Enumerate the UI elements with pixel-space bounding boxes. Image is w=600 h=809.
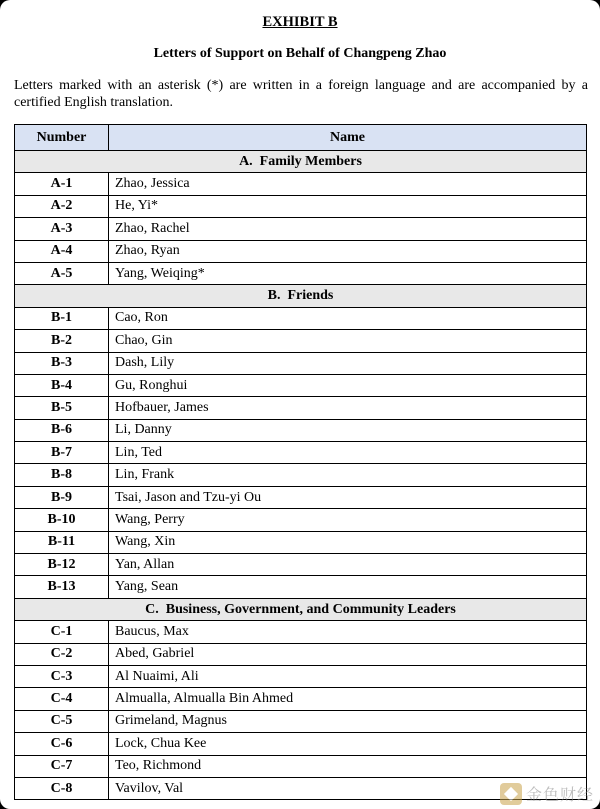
table-row xyxy=(15,554,587,576)
table-row xyxy=(15,621,587,643)
letter-author-name: Teo, Richmond xyxy=(109,755,587,777)
table-row xyxy=(15,419,587,441)
letter-author-name: Tsai, Jason and Tzu-yi Ou xyxy=(109,486,587,508)
table-row xyxy=(15,464,587,486)
letter-number: B-6 xyxy=(15,419,109,441)
table-row xyxy=(15,665,587,687)
section-row xyxy=(15,151,587,173)
letter-author-name: Cao, Ron xyxy=(109,307,587,329)
letter-author-name: Lin, Frank xyxy=(109,464,587,486)
letter-number: A-4 xyxy=(15,240,109,262)
section-title: B. Friends xyxy=(15,285,587,307)
letter-author-name: Lock, Chua Kee xyxy=(109,733,587,755)
letter-number: A-3 xyxy=(15,218,109,240)
watermark xyxy=(500,782,594,805)
letter-author-name: Yang, Weiqing* xyxy=(109,262,587,284)
table-row xyxy=(15,643,587,665)
letter-author-name: Wang, Xin xyxy=(109,531,587,553)
letter-number: B-12 xyxy=(15,554,109,576)
table-row xyxy=(15,486,587,508)
letter-author-name: Vavilov, Val xyxy=(109,777,587,799)
letter-author-name: Zhao, Ryan xyxy=(109,240,587,262)
letter-author-name: Wang, Perry xyxy=(109,509,587,531)
letter-author-name: Gu, Ronghui xyxy=(109,374,587,396)
watermark-text: 金色财经 xyxy=(525,785,594,804)
letter-number: B-9 xyxy=(15,486,109,508)
table-row xyxy=(15,442,587,464)
letter-author-name: Hofbauer, James xyxy=(109,397,587,419)
header-number: Number xyxy=(15,125,109,151)
table-row xyxy=(15,710,587,732)
table-row xyxy=(15,733,587,755)
table-body xyxy=(15,151,587,800)
letter-number: C-8 xyxy=(15,777,109,799)
letter-author-name: Al Nuaimi, Ali xyxy=(109,665,587,687)
letter-author-name: Chao, Gin xyxy=(109,330,587,352)
letter-number: C-1 xyxy=(15,621,109,643)
letter-number: C-3 xyxy=(15,665,109,687)
letter-number: B-11 xyxy=(15,531,109,553)
letter-number: B-2 xyxy=(15,330,109,352)
table-row xyxy=(15,173,587,195)
table-row xyxy=(15,330,587,352)
letter-number: B-3 xyxy=(15,352,109,374)
letter-author-name: Li, Danny xyxy=(109,419,587,441)
letter-author-name: Abed, Gabriel xyxy=(109,643,587,665)
letter-author-name: Yang, Sean xyxy=(109,576,587,598)
letter-number: B-5 xyxy=(15,397,109,419)
letter-number: B-13 xyxy=(15,576,109,598)
section-title: C. Business, Government, and Community Leaders xyxy=(15,598,587,620)
letter-number: C-6 xyxy=(15,733,109,755)
letter-number: C-5 xyxy=(15,710,109,732)
table-row xyxy=(15,240,587,262)
letter-author-name: Zhao, Jessica xyxy=(109,173,587,195)
exhibit-title: EXHIBIT B xyxy=(262,14,338,30)
table-header-row xyxy=(15,125,587,151)
letter-number: B-8 xyxy=(15,464,109,486)
diamond-logo-icon xyxy=(500,783,522,805)
table-row xyxy=(15,755,587,777)
section-row xyxy=(15,598,587,620)
header-name: Name xyxy=(109,125,587,151)
letter-number: B-10 xyxy=(15,509,109,531)
letter-number: C-7 xyxy=(15,755,109,777)
letter-number: A-1 xyxy=(15,173,109,195)
letter-number: A-2 xyxy=(15,195,109,217)
document-subtitle: Letters of Support on Behalf of Changpeng Zhao xyxy=(153,46,447,61)
table-row xyxy=(15,531,587,553)
letter-number: C-4 xyxy=(15,688,109,710)
table-row xyxy=(15,374,587,396)
letter-author-name: He, Yi* xyxy=(109,195,587,217)
letter-author-name: Almualla, Almualla Bin Ahmed xyxy=(109,688,587,710)
letter-author-name: Grimeland, Magnus xyxy=(109,710,587,732)
section-title: A. Family Members xyxy=(15,151,587,173)
letter-number: C-2 xyxy=(15,643,109,665)
intro-paragraph: Letters marked with an asterisk (*) are written in a foreign language and are accompanied by a certified English translation. xyxy=(14,78,588,110)
letter-author-name: Dash, Lily xyxy=(109,352,587,374)
table-row xyxy=(15,262,587,284)
letter-number: B-1 xyxy=(15,307,109,329)
letter-number: A-5 xyxy=(15,262,109,284)
section-row xyxy=(15,285,587,307)
table-row xyxy=(15,509,587,531)
letter-number: B-4 xyxy=(15,374,109,396)
letter-author-name: Lin, Ted xyxy=(109,442,587,464)
table-row xyxy=(15,307,587,329)
table-row xyxy=(15,352,587,374)
letters-table xyxy=(14,124,587,800)
table-row xyxy=(15,218,587,240)
letter-author-name: Yan, Allan xyxy=(109,554,587,576)
table-row xyxy=(15,576,587,598)
letter-author-name: Baucus, Max xyxy=(109,621,587,643)
table-row xyxy=(15,195,587,217)
table-row xyxy=(15,688,587,710)
letter-number: B-7 xyxy=(15,442,109,464)
letter-author-name: Zhao, Rachel xyxy=(109,218,587,240)
table-row xyxy=(15,397,587,419)
